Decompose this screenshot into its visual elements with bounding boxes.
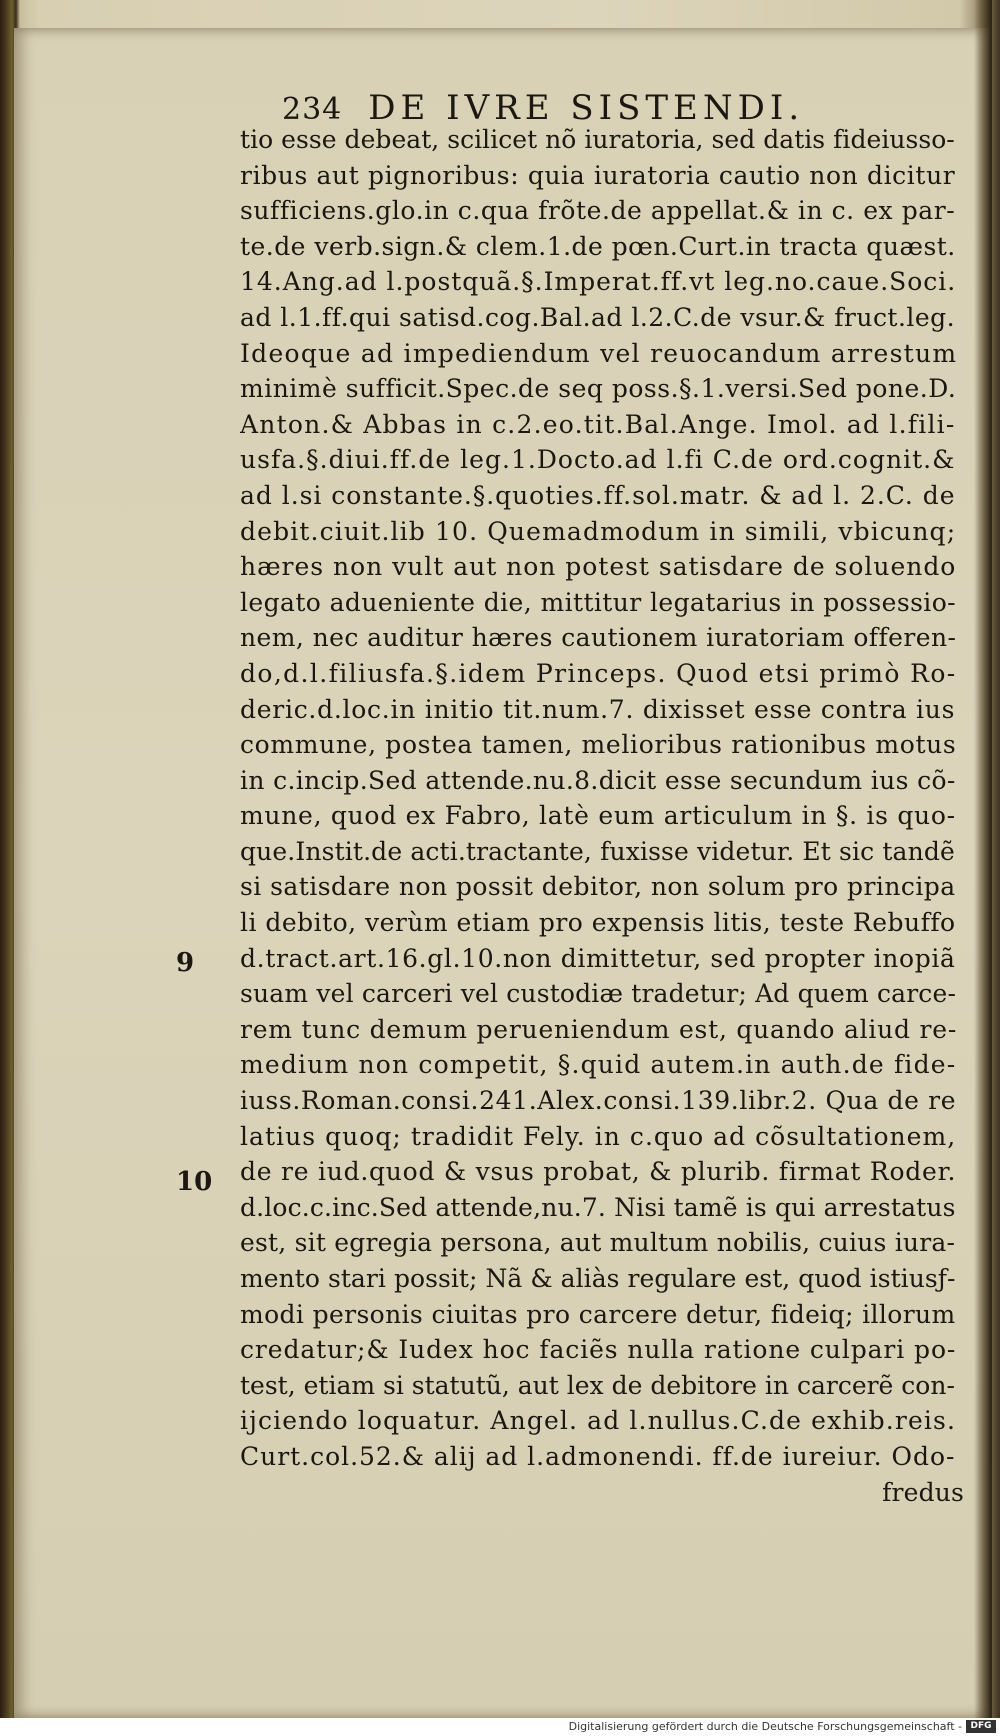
body-text	[240, 122, 964, 1510]
text-line: usfa.§.diui.ff.de leg.1.Docto.ad l.fi C.de ord.cognit.&	[240, 445, 956, 475]
text-line: in c.incip.Sed attende.nu.8.dicit esse secundum ius cõ-	[240, 765, 956, 795]
marginal-number: 10	[176, 1167, 213, 1197]
text-line: Curt.col.52.& alij ad l.admonendi. ff.de iureiur. Odo-	[240, 1441, 956, 1471]
text-line: modi personis ciuitas pro carcere detur, fideiq; illorum	[240, 1299, 956, 1329]
text-line: si satisdare non possit debitor, non solum pro principa	[240, 872, 956, 902]
text-line: mento stari possit; Nã & aliàs regulare est, quod istiusƒ-	[240, 1264, 956, 1293]
text-line: est, sit egregia persona, aut multum nobilis, cuius iura-	[240, 1228, 956, 1258]
text-line: suam vel carceri vel custodiæ tradetur; Ad quem carce-	[240, 979, 957, 1009]
text-line: hæres non vult aut non potest satisdare de soluendo	[240, 552, 957, 582]
text-line: ijciendo loquatur. Angel. ad l.nullus.C.de exhib.reis.	[240, 1406, 957, 1436]
digitization-credit: Digitalisierung gefördert durch die Deutsche Forschungsgemeinschaft -	[568, 1720, 962, 1733]
dfg-logo-icon: DFG	[966, 1720, 996, 1733]
running-title: DE IVRE SISTENDI.	[368, 88, 805, 128]
text-line: deric.d.loc.in initio tit.num.7. dixisset esse contra ius	[240, 694, 956, 724]
text-line: rem tunc demum perueniendum est, quando aliud re-	[240, 1014, 958, 1044]
text-line: mune, quod ex Fabro, latè eum articulum in §. is quo-	[240, 801, 956, 831]
page-number: 234	[282, 92, 343, 127]
text-line: d.loc.c.inc.Sed attende,nu.7. Nisi tamẽ is qui arrestatus	[240, 1192, 956, 1222]
text-line: te.de verb.sign.& clem.1.de pœn.Curt.in tracta quæst.	[240, 231, 956, 261]
text-line: nem, nec auditur hæres cautionem iuratoriam offeren-	[240, 623, 957, 653]
text-line: ribus aut pignoribus: quia iuratoria cautio non dicitur	[240, 160, 956, 190]
page-edge-shadow	[974, 0, 992, 1718]
text-line: li debito, verùm etiam pro expensis litis, teste Rebuffo	[240, 908, 956, 938]
text-line: de re iud.quod & vsus probat, & plurib. firmat Roder.	[240, 1157, 957, 1187]
text-line: medium non competit, §.quid autem.in auth.de fide-	[240, 1050, 957, 1080]
text-line: test, etiam si statutũ, aut lex de debitore in carcerẽ con-	[240, 1370, 955, 1400]
catchword: fredus	[882, 1477, 964, 1507]
text-line: iuss.Roman.consi.241.Alex.consi.139.libr.2. Qua de re	[240, 1086, 957, 1116]
marginal-number: 9	[176, 948, 195, 978]
text-line: tio esse debeat, scilicet nõ iuratoria, sed datis fideiusso-	[240, 125, 955, 154]
text-line: 14.Ang.ad l.postquã.§.Imperat.ff.vt leg.no.caue.Soci.	[240, 267, 957, 297]
text-line: latius quoq; tradidit Fely. in c.quo ad cõsultationem,	[240, 1121, 957, 1151]
text-line: ad l.si constante.§.quoties.ff.sol.matr. & ad l. 2.C. de	[240, 480, 956, 510]
text-line: minimè sufficit.Spec.de seq poss.§.1.versi.Sed pone.D.	[240, 374, 957, 404]
text-line: debit.ciuit.lib 10. Quemadmodum in simili, vbicunq;	[240, 516, 957, 546]
text-line: sufficiens.glo.in c.qua frõte.de appellat.& in c. ex par-	[240, 196, 956, 226]
text-line: credatur;& Iudex hoc faciẽs nulla ratione culpari po-	[240, 1335, 957, 1365]
text-line: legato adueniente die, mittitur legatarius in possessio-	[240, 587, 957, 617]
text-line: do,d.l.filiusfa.§.idem Princeps. Quod etsi primò Ro-	[240, 658, 957, 688]
text-line: Ideoque ad impediendum vel reuocandum arrestum	[240, 338, 958, 368]
text-line: ad l.1.ff.qui satisd.cog.Bal.ad l.2.C.de vsur.& fruct.leg.	[240, 302, 956, 332]
text-line: Anton.& Abbas in c.2.eo.tit.Bal.Ange. Imol. ad l.fili-	[240, 409, 956, 439]
text-line: commune, postea tamen, melioribus rationibus motus	[240, 730, 957, 760]
text-line: que.Instit.de acti.tractante, fuxisse videtur. Et sic tandẽ	[240, 836, 955, 866]
text-line: d.tract.art.16.gl.10.non dimittetur, sed propter inopiã	[240, 943, 956, 973]
